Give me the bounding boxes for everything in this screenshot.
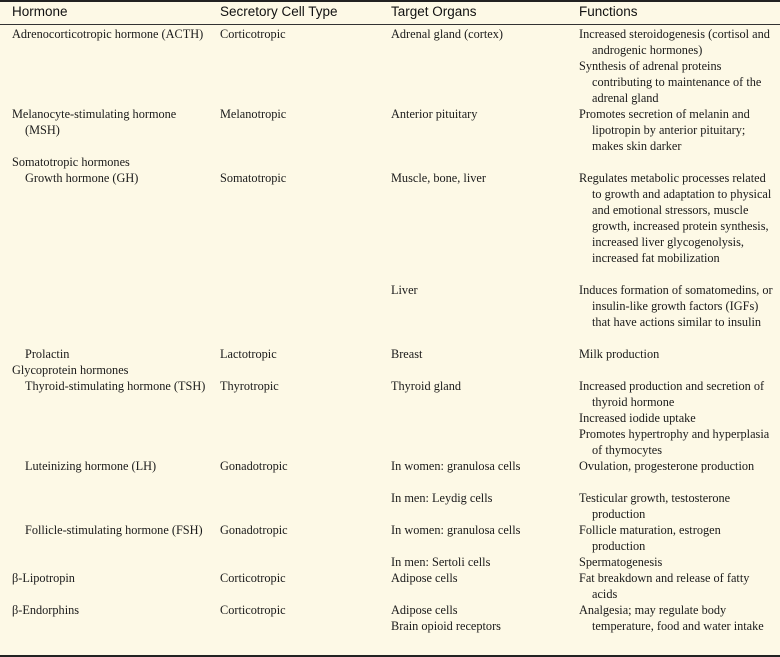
header-target-organs: Target Organs: [391, 4, 477, 19]
function-item: Increased steroidogenesis (cortisol and androgenic hormones): [579, 27, 770, 57]
target-organs-cell: [391, 282, 571, 298]
target-organs-cell: [391, 570, 571, 586]
function-item: Promotes hypertrophy and hyperplasia of thymocytes: [579, 427, 770, 457]
target-organ: In women: granulosa cells: [391, 459, 521, 473]
functions-cell: [579, 282, 775, 330]
table-row: [0, 154, 780, 170]
target-organs-cell: [391, 490, 571, 506]
target-organ: Anterior pituitary: [391, 107, 478, 121]
table-row: [0, 570, 780, 602]
function-item: Follicle maturation, estrogen production: [579, 523, 721, 553]
hormone-cell: [12, 26, 212, 42]
functions-cell: [579, 26, 775, 106]
hormone-name: Glycoprotein hormones: [12, 363, 129, 377]
target-organ: Liver: [391, 283, 418, 297]
target-organ: Adipose cells: [391, 603, 458, 617]
hormone-cell: [12, 170, 212, 186]
function-item: Increased iodide uptake: [579, 411, 696, 425]
target-organ: Adipose cells: [391, 571, 458, 585]
hormone-name: β-Endorphins: [12, 603, 80, 617]
target-organ: Thyroid gland: [391, 379, 462, 393]
functions-cell: [579, 170, 775, 266]
header-functions: Functions: [579, 4, 638, 19]
secretory-cell-type: Melanotropic: [220, 107, 287, 121]
function-item: Ovulation, progesterone production: [579, 459, 755, 473]
hormone-cell: [12, 458, 212, 474]
hormone-name: Luteinizing hormone (LH): [25, 459, 157, 473]
table-header: [0, 2, 780, 25]
function-item: Analgesia; may regulate body temperature, food and water intake: [579, 603, 764, 633]
table-row: [0, 106, 780, 154]
table-row: [0, 522, 780, 554]
function-item: Induces formation of somatomedins, or insulin-like growth factors (IGFs) that have actions similar to insulin: [579, 283, 773, 329]
target-organ: In men: Leydig cells: [391, 491, 493, 505]
secretory-cell-type: Corticotropic: [220, 571, 286, 585]
secretory-cell-type: Corticotropic: [220, 603, 286, 617]
target-organ: Adrenal gland (cortex): [391, 27, 503, 41]
function-item: Promotes secretion of melanin and lipotropin by anterior pituitary; makes skin darker: [579, 107, 750, 153]
secretory-cell-type: Somatotropic: [220, 171, 287, 185]
functions-cell: [579, 346, 775, 362]
hormone-name: β-Lipotropin: [12, 571, 75, 585]
hormone-cell: [12, 602, 212, 618]
hormone-name: Prolactin: [25, 347, 70, 361]
table-row: [0, 602, 780, 650]
function-item: Synthesis of adrenal proteins contributing to maintenance of the adrenal gland: [579, 59, 762, 105]
function-item: Fat breakdown and release of fatty acids: [579, 571, 750, 601]
target-organ: In women: granulosa cells: [391, 523, 521, 537]
functions-cell: [579, 522, 775, 554]
function-item: Spermatogenesis: [579, 555, 663, 569]
table-row: [0, 26, 780, 106]
functions-cell: [579, 458, 775, 474]
target-organs-cell: [391, 458, 571, 474]
secretory-cell-type: Gonadotropic: [220, 523, 288, 537]
function-item: Increased production and secretion of thyroid hormone: [579, 379, 765, 409]
header-hormone: Hormone: [12, 4, 68, 19]
target-organs-cell: [391, 554, 571, 570]
hormone-name: Follicle-stimulating hormone (FSH): [25, 523, 203, 537]
hormone-cell: [12, 106, 212, 138]
table-row: [0, 170, 780, 282]
target-organ: Brain opioid receptors: [391, 619, 501, 633]
functions-cell: [579, 570, 775, 602]
hormone-name: Thyroid-stimulating hormone (TSH): [25, 379, 206, 393]
target-organs-cell: [391, 170, 571, 186]
table-row: [0, 378, 780, 458]
functions-cell: [579, 554, 775, 570]
hormone-cell: [12, 362, 212, 378]
hormone-name: Adrenocorticotropic hormone (ACTH): [12, 27, 204, 41]
table-row: [0, 458, 780, 490]
hormone-name: Melanocyte-stimulating hormone (MSH): [12, 107, 177, 137]
secretory-cell-type: Thyrotropic: [220, 379, 279, 393]
functions-cell: [579, 106, 775, 154]
table-row: [0, 346, 780, 362]
target-organs-cell: [391, 26, 571, 42]
function-item: Testicular growth, testosterone production: [579, 491, 731, 521]
hormone-cell: [12, 346, 212, 362]
hormone-name: Somatotropic hormones: [12, 155, 130, 169]
table-body: [0, 26, 780, 650]
hormone-cell: [12, 378, 212, 394]
table-row: [0, 282, 780, 346]
hormone-name: Growth hormone (GH): [25, 171, 139, 185]
hormone-cell: [12, 522, 212, 538]
target-organ: Breast: [391, 347, 423, 361]
target-organs-cell: [391, 346, 571, 362]
target-organs-cell: [391, 106, 571, 122]
secretory-cell-type: Corticotropic: [220, 27, 286, 41]
target-organs-cell: [391, 522, 571, 538]
target-organs-cell: [391, 378, 571, 394]
table-row: [0, 362, 780, 378]
function-item: Milk production: [579, 347, 660, 361]
target-organ: In men: Sertoli cells: [391, 555, 491, 569]
table-row: [0, 554, 780, 570]
functions-cell: [579, 490, 775, 522]
function-item: Regulates metabolic processes related to growth and adaptation to physical and emotional stressors, muscle growth, increased protein synthesis, increased liver glycogenolysis, increased fat mobilization: [579, 171, 772, 265]
secretory-cell-type: Lactotropic: [220, 347, 277, 361]
functions-cell: [579, 378, 775, 458]
target-organs-cell: [391, 602, 571, 634]
hormone-cell: [12, 154, 212, 170]
secretory-cell-type: Gonadotropic: [220, 459, 288, 473]
functions-cell: [579, 602, 775, 634]
table-row: [0, 490, 780, 522]
header-secretory-cell-type: Secretory Cell Type: [220, 4, 338, 19]
target-organ: Muscle, bone, liver: [391, 171, 486, 185]
hormone-cell: [12, 570, 212, 586]
